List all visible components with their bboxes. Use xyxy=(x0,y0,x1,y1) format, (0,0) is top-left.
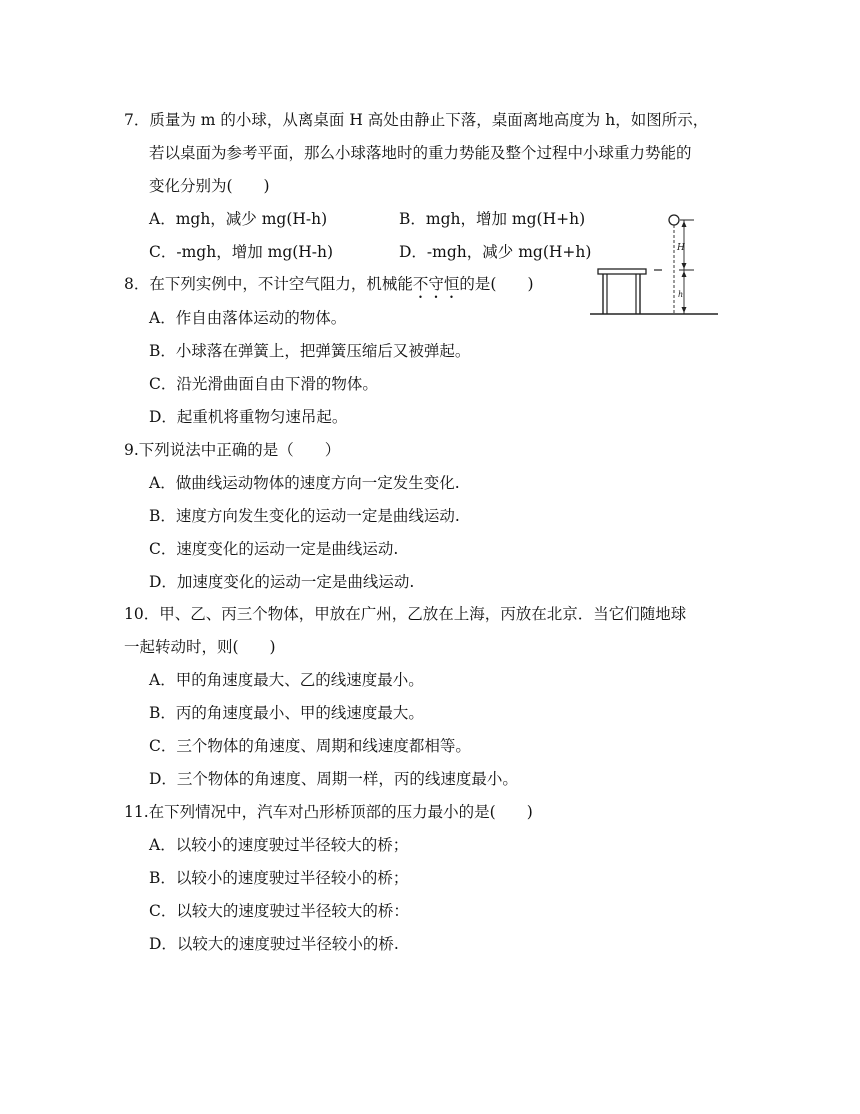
q11-stem: 11.在下列情况中，汽车对凸形桥顶部的压力最小的是( ) xyxy=(124,803,533,821)
q11-option-d: D．以较大的速度驶过半径较小的桥. xyxy=(149,935,399,953)
q7-stem-line2: 若以桌面为参考平面，那么小球落地时的重力势能及整个过程中小球重力势能的 xyxy=(149,144,692,162)
q10-stem-line2: 一起转动时，则( ) xyxy=(124,638,276,656)
q11-option-c: C．以较大的速度驶过半径较大的桥： xyxy=(149,902,409,920)
q10-option-c: C．三个物体的角速度、周期和线速度都相等。 xyxy=(149,737,471,755)
q8-stem-pre: 8．在下列实例中，不计空气阻力，机械能 xyxy=(124,275,413,293)
q10-option-a: A．甲的角速度最大、乙的线速度最小。 xyxy=(149,671,424,689)
label-h: h xyxy=(678,290,684,299)
q8-option-a: A．作自由落体运动的物体。 xyxy=(149,309,347,327)
q7-option-d: D．-mgh，减少 mg(H+h) xyxy=(399,243,592,261)
arrow-H-bottom xyxy=(682,263,687,269)
q10-stem-line1: 10．甲、乙、丙三个物体，甲放在广州，乙放在上海，丙放在北京．当它们随地球 xyxy=(124,605,687,623)
q8-stem-post: 的是( ) xyxy=(459,275,534,293)
table-ball-diagram xyxy=(588,210,720,322)
q10-option-b: B．丙的角速度最小、甲的线速度最大。 xyxy=(149,704,424,722)
q8-option-b: B．小球落在弹簧上，把弹簧压缩后又被弹起。 xyxy=(149,342,471,360)
q8-option-d: D．起重机将重物匀速吊起。 xyxy=(149,408,348,426)
ball xyxy=(669,215,679,225)
q7-stem-line1: 7．质量为 m 的小球，从离桌面 H 高处由静止下落，桌面离地高度为 h，如图所示， xyxy=(124,111,709,129)
q7-option-b: B．mgh，增加 mg(H+h) xyxy=(399,210,586,228)
q9-option-a: A．做曲线运动物体的速度方向一定发生变化. xyxy=(149,474,460,492)
q9-stem: 9.下列说法中正确的是（ ） xyxy=(124,441,341,459)
table-ball-figure xyxy=(588,210,720,322)
q11-option-b: B．以较小的速度驶过半径较小的桥； xyxy=(149,869,409,887)
q8-option-c: C．沿光滑曲面自由下滑的物体。 xyxy=(149,375,378,393)
arrow-h-bottom xyxy=(682,307,687,313)
table-top xyxy=(598,269,646,274)
q8-stem xyxy=(124,274,534,302)
q7-option-c: C．-mgh，增加 mg(H-h) xyxy=(149,243,334,261)
q8-stem-emphasis: 不守恒 xyxy=(412,275,460,293)
arrow-H-top xyxy=(682,221,687,227)
q9-option-d: D．加速度变化的运动一定是曲线运动. xyxy=(149,573,415,591)
arrow-h-top xyxy=(682,271,687,277)
q11-option-a: A．以较小的速度驶过半径较大的桥； xyxy=(149,836,409,854)
q9-option-c: C．速度变化的运动一定是曲线运动. xyxy=(149,540,399,558)
q7-option-a: A．mgh，减少 mg(H-h) xyxy=(149,210,328,228)
label-H: H xyxy=(677,243,685,253)
q10-option-d: D．三个物体的角速度、周期一样，丙的线速度最小。 xyxy=(149,770,518,788)
q9-option-b: B．速度方向发生变化的运动一定是曲线运动. xyxy=(149,507,460,525)
q7-stem-line3: 变化分别为( ) xyxy=(149,177,270,195)
